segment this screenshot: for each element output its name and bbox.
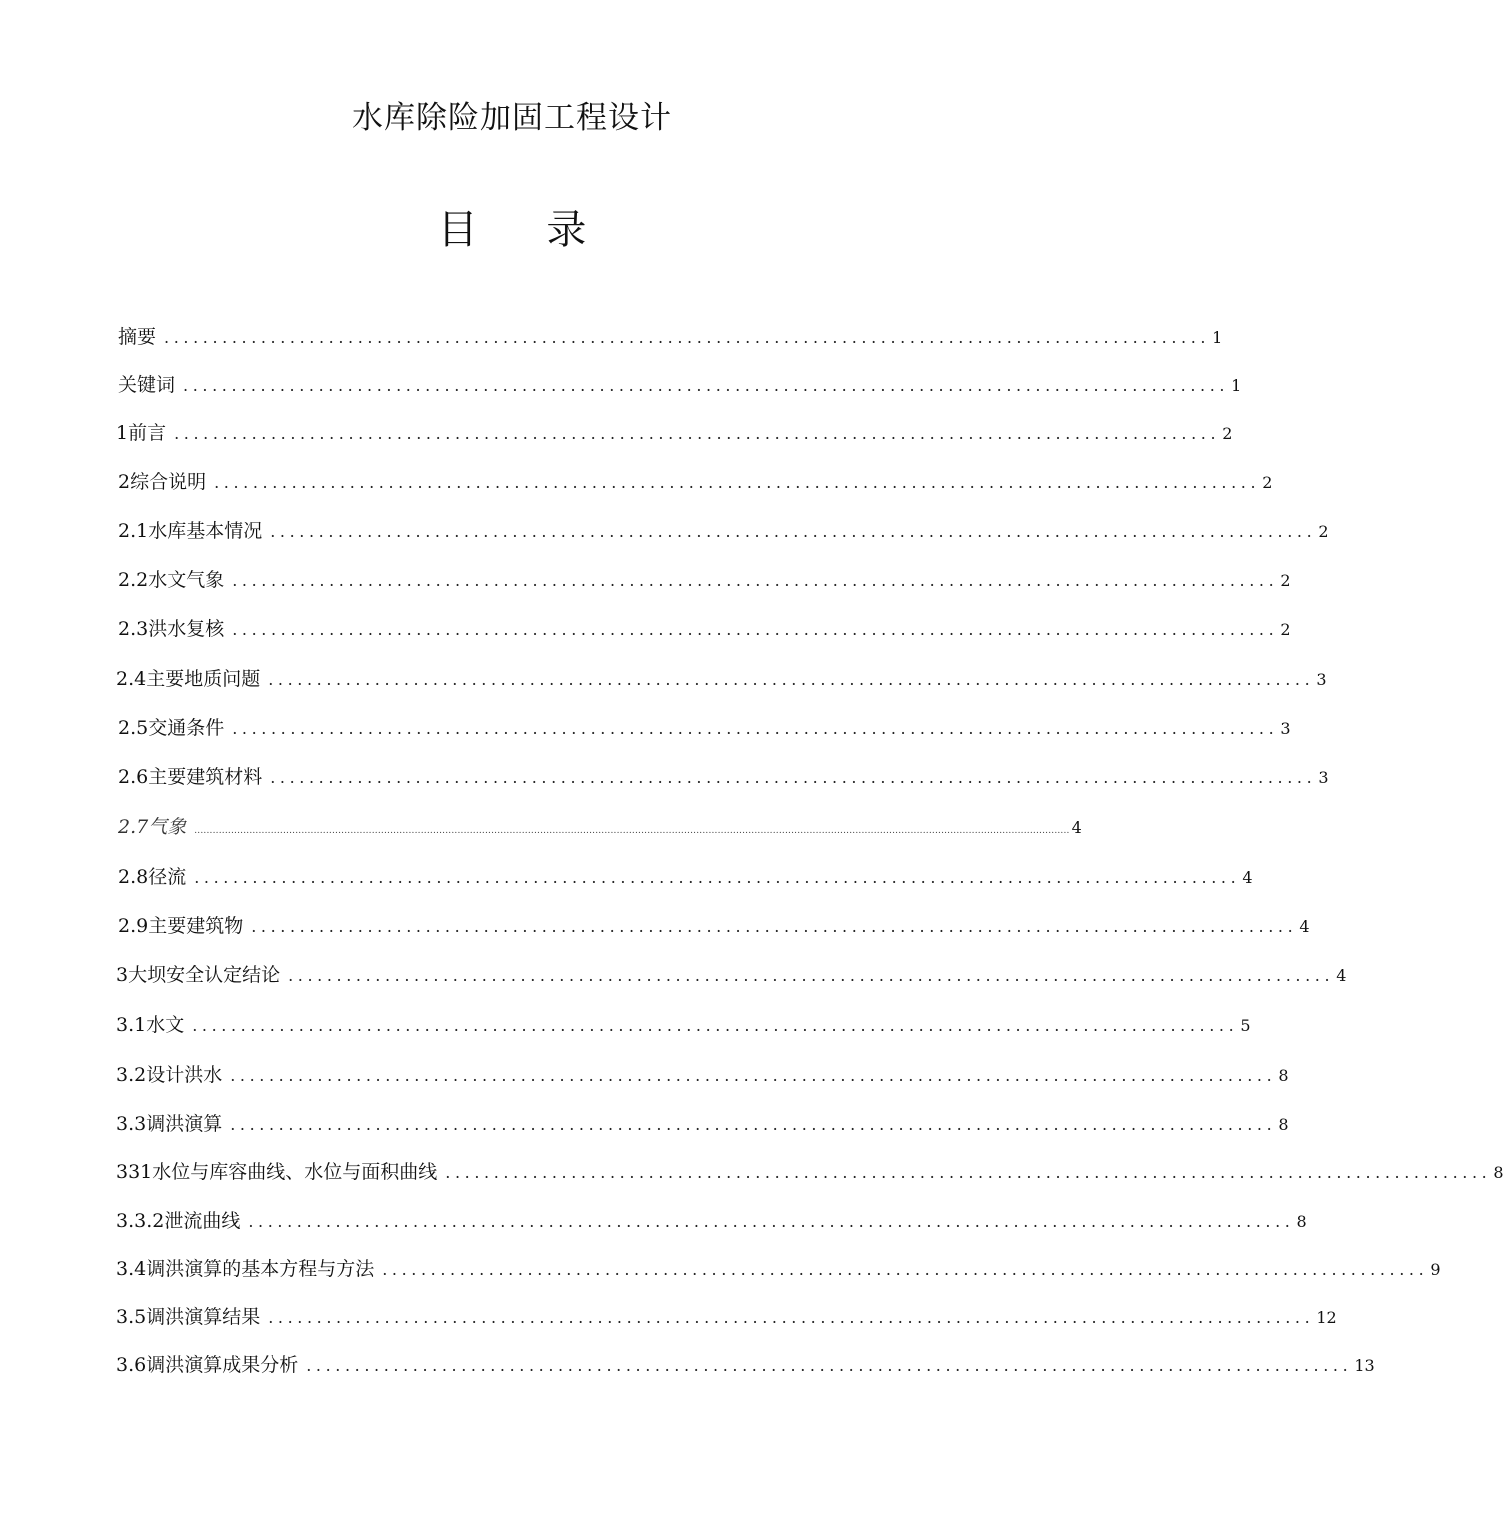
toc-entry[interactable]	[118, 467, 1273, 497]
toc-entry-page: 8	[1493, 1163, 1504, 1182]
toc-entry[interactable]	[116, 1060, 1289, 1090]
toc-entry-page: 4	[1071, 818, 1082, 837]
toc-entry-page: 3	[1280, 719, 1291, 738]
toc-entry-label: 3.5调洪演算结果	[116, 1306, 261, 1328]
toc-dot-leader: ............................................................................................................	[164, 328, 1211, 347]
toc-entry-label: 2.8径流	[118, 866, 187, 888]
toc-entry-label: 1前言	[116, 422, 167, 444]
toc-heading: 目 录	[437, 207, 615, 253]
document-title: 水库除险加固工程设计	[352, 100, 672, 136]
toc-dot-leader: ............................................................................................................	[183, 376, 1230, 395]
toc-dot-leader: ............................................................................................................	[270, 768, 1317, 787]
toc-entry-page: 8	[1278, 1066, 1289, 1085]
toc-entry[interactable]	[116, 1350, 1375, 1380]
toc-entry[interactable]	[116, 418, 1233, 448]
toc-entry[interactable]	[118, 862, 1253, 892]
toc-entry-label: 2.5交通条件	[118, 717, 225, 739]
toc-dot-leader: ............................................................................................................	[248, 1212, 1295, 1231]
toc-entry[interactable]	[116, 1010, 1251, 1040]
toc-entry-label: 2.4主要地质问题	[116, 668, 261, 690]
toc-entry[interactable]	[116, 664, 1327, 694]
toc-entry-page: 4	[1336, 966, 1347, 985]
toc-entry-label: 2.2水文气象	[118, 569, 225, 591]
toc-entry-label: 2综合说明	[118, 471, 207, 493]
toc-entry-page: 4	[1299, 917, 1310, 936]
toc-entry-page: 2	[1280, 620, 1291, 639]
toc-entry-page: 8	[1296, 1212, 1307, 1231]
toc-entry-label: 3.6调洪演算成果分析	[116, 1354, 299, 1376]
toc-dot-leader: ............................................................................................................	[306, 1356, 1353, 1375]
toc-entry-label: 3.3.2泄流曲线	[116, 1210, 241, 1232]
toc-entry-label: 摘要	[118, 326, 157, 348]
toc-entry-page: 1	[1212, 328, 1223, 347]
toc-dot-leader: ............................................................................................................	[230, 1066, 1277, 1085]
toc-entry-page: 4	[1242, 868, 1253, 887]
toc-entry[interactable]	[116, 1109, 1289, 1139]
toc-entry[interactable]	[118, 516, 1329, 546]
toc-entry-page: 1	[1231, 376, 1242, 395]
toc-entry-label: 2.1水库基本情况	[118, 520, 263, 542]
toc-dot-leader: ............................................................................................................	[268, 670, 1315, 689]
toc-dot-leader: ............................................................................................................	[194, 868, 1241, 887]
toc-dot-leader: ............................................................................................................	[382, 1260, 1429, 1279]
toc-entry-label: 2.6主要建筑材料	[118, 766, 263, 788]
toc-entry-page: 2	[1222, 424, 1233, 443]
toc-entry[interactable]	[116, 1157, 1504, 1187]
toc-entry[interactable]	[118, 713, 1291, 743]
toc-entry[interactable]	[118, 614, 1291, 644]
toc-entry[interactable]	[118, 911, 1310, 941]
toc-entry-label: 3.1水文	[116, 1014, 185, 1036]
toc-entry[interactable]	[118, 812, 1082, 842]
toc-entry-label: 3.4调洪演算的基本方程与方法	[116, 1258, 375, 1280]
toc-entry[interactable]	[118, 370, 1242, 400]
toc-entry[interactable]	[116, 960, 1347, 990]
toc-entry-label: 3.2设计洪水	[116, 1064, 223, 1086]
toc-dot-leader: ............................................................................................................	[232, 571, 1279, 590]
toc-dot-leader: ............................................................................................................	[192, 1016, 1239, 1035]
toc-dot-leader: ............................................................................................................	[268, 1308, 1315, 1327]
toc-entry-page: 3	[1316, 670, 1327, 689]
toc-entry-label: 关键词	[118, 374, 176, 396]
toc-entry[interactable]	[116, 1254, 1441, 1284]
toc-dot-leader: ............................................................................................................	[232, 719, 1279, 738]
toc-entry[interactable]	[118, 762, 1329, 792]
toc-entry-label: 3.3调洪演算	[116, 1113, 223, 1135]
toc-entry[interactable]	[118, 322, 1223, 352]
toc-entry-page: 12	[1316, 1308, 1337, 1327]
toc-entry-page: 9	[1430, 1260, 1441, 1279]
toc-entry-page: 13	[1354, 1356, 1375, 1375]
toc-dot-leader: ............................................................................................................	[288, 966, 1335, 985]
toc-entry-label: 331水位与库容曲线、水位与面积曲线	[116, 1161, 438, 1183]
toc-entry-page: 3	[1318, 768, 1329, 787]
toc-entry[interactable]	[116, 1302, 1337, 1332]
toc-entry-page: 5	[1240, 1016, 1251, 1035]
toc-entry-label: 2.9主要建筑物	[118, 915, 244, 937]
toc-dot-leader: ..............................................................................................................................................................................................................................................................................................	[194, 826, 1070, 836]
toc-entry-label: 2.3洪水复核	[118, 618, 225, 640]
toc-entry[interactable]	[118, 565, 1291, 595]
toc-dot-leader: ............................................................................................................	[232, 620, 1279, 639]
toc-entry-page: 2	[1318, 522, 1329, 541]
toc-entry-label: 3大坝安全认定结论	[116, 964, 281, 986]
toc-entry-page: 2	[1280, 571, 1291, 590]
toc-entry-label: 2.7气象	[118, 816, 187, 838]
toc-entry[interactable]	[116, 1206, 1307, 1236]
toc-entry-page: 8	[1278, 1115, 1289, 1134]
toc-dot-leader: ............................................................................................................	[251, 917, 1298, 936]
toc-dot-leader: ............................................................................................................	[174, 424, 1221, 443]
toc-dot-leader: ............................................................................................................	[270, 522, 1317, 541]
toc-dot-leader: ............................................................................................................	[214, 473, 1261, 492]
toc-entry-page: 2	[1262, 473, 1273, 492]
toc-dot-leader: ............................................................................................................	[230, 1115, 1277, 1134]
toc-dot-leader: ............................................................................................................	[445, 1163, 1492, 1182]
